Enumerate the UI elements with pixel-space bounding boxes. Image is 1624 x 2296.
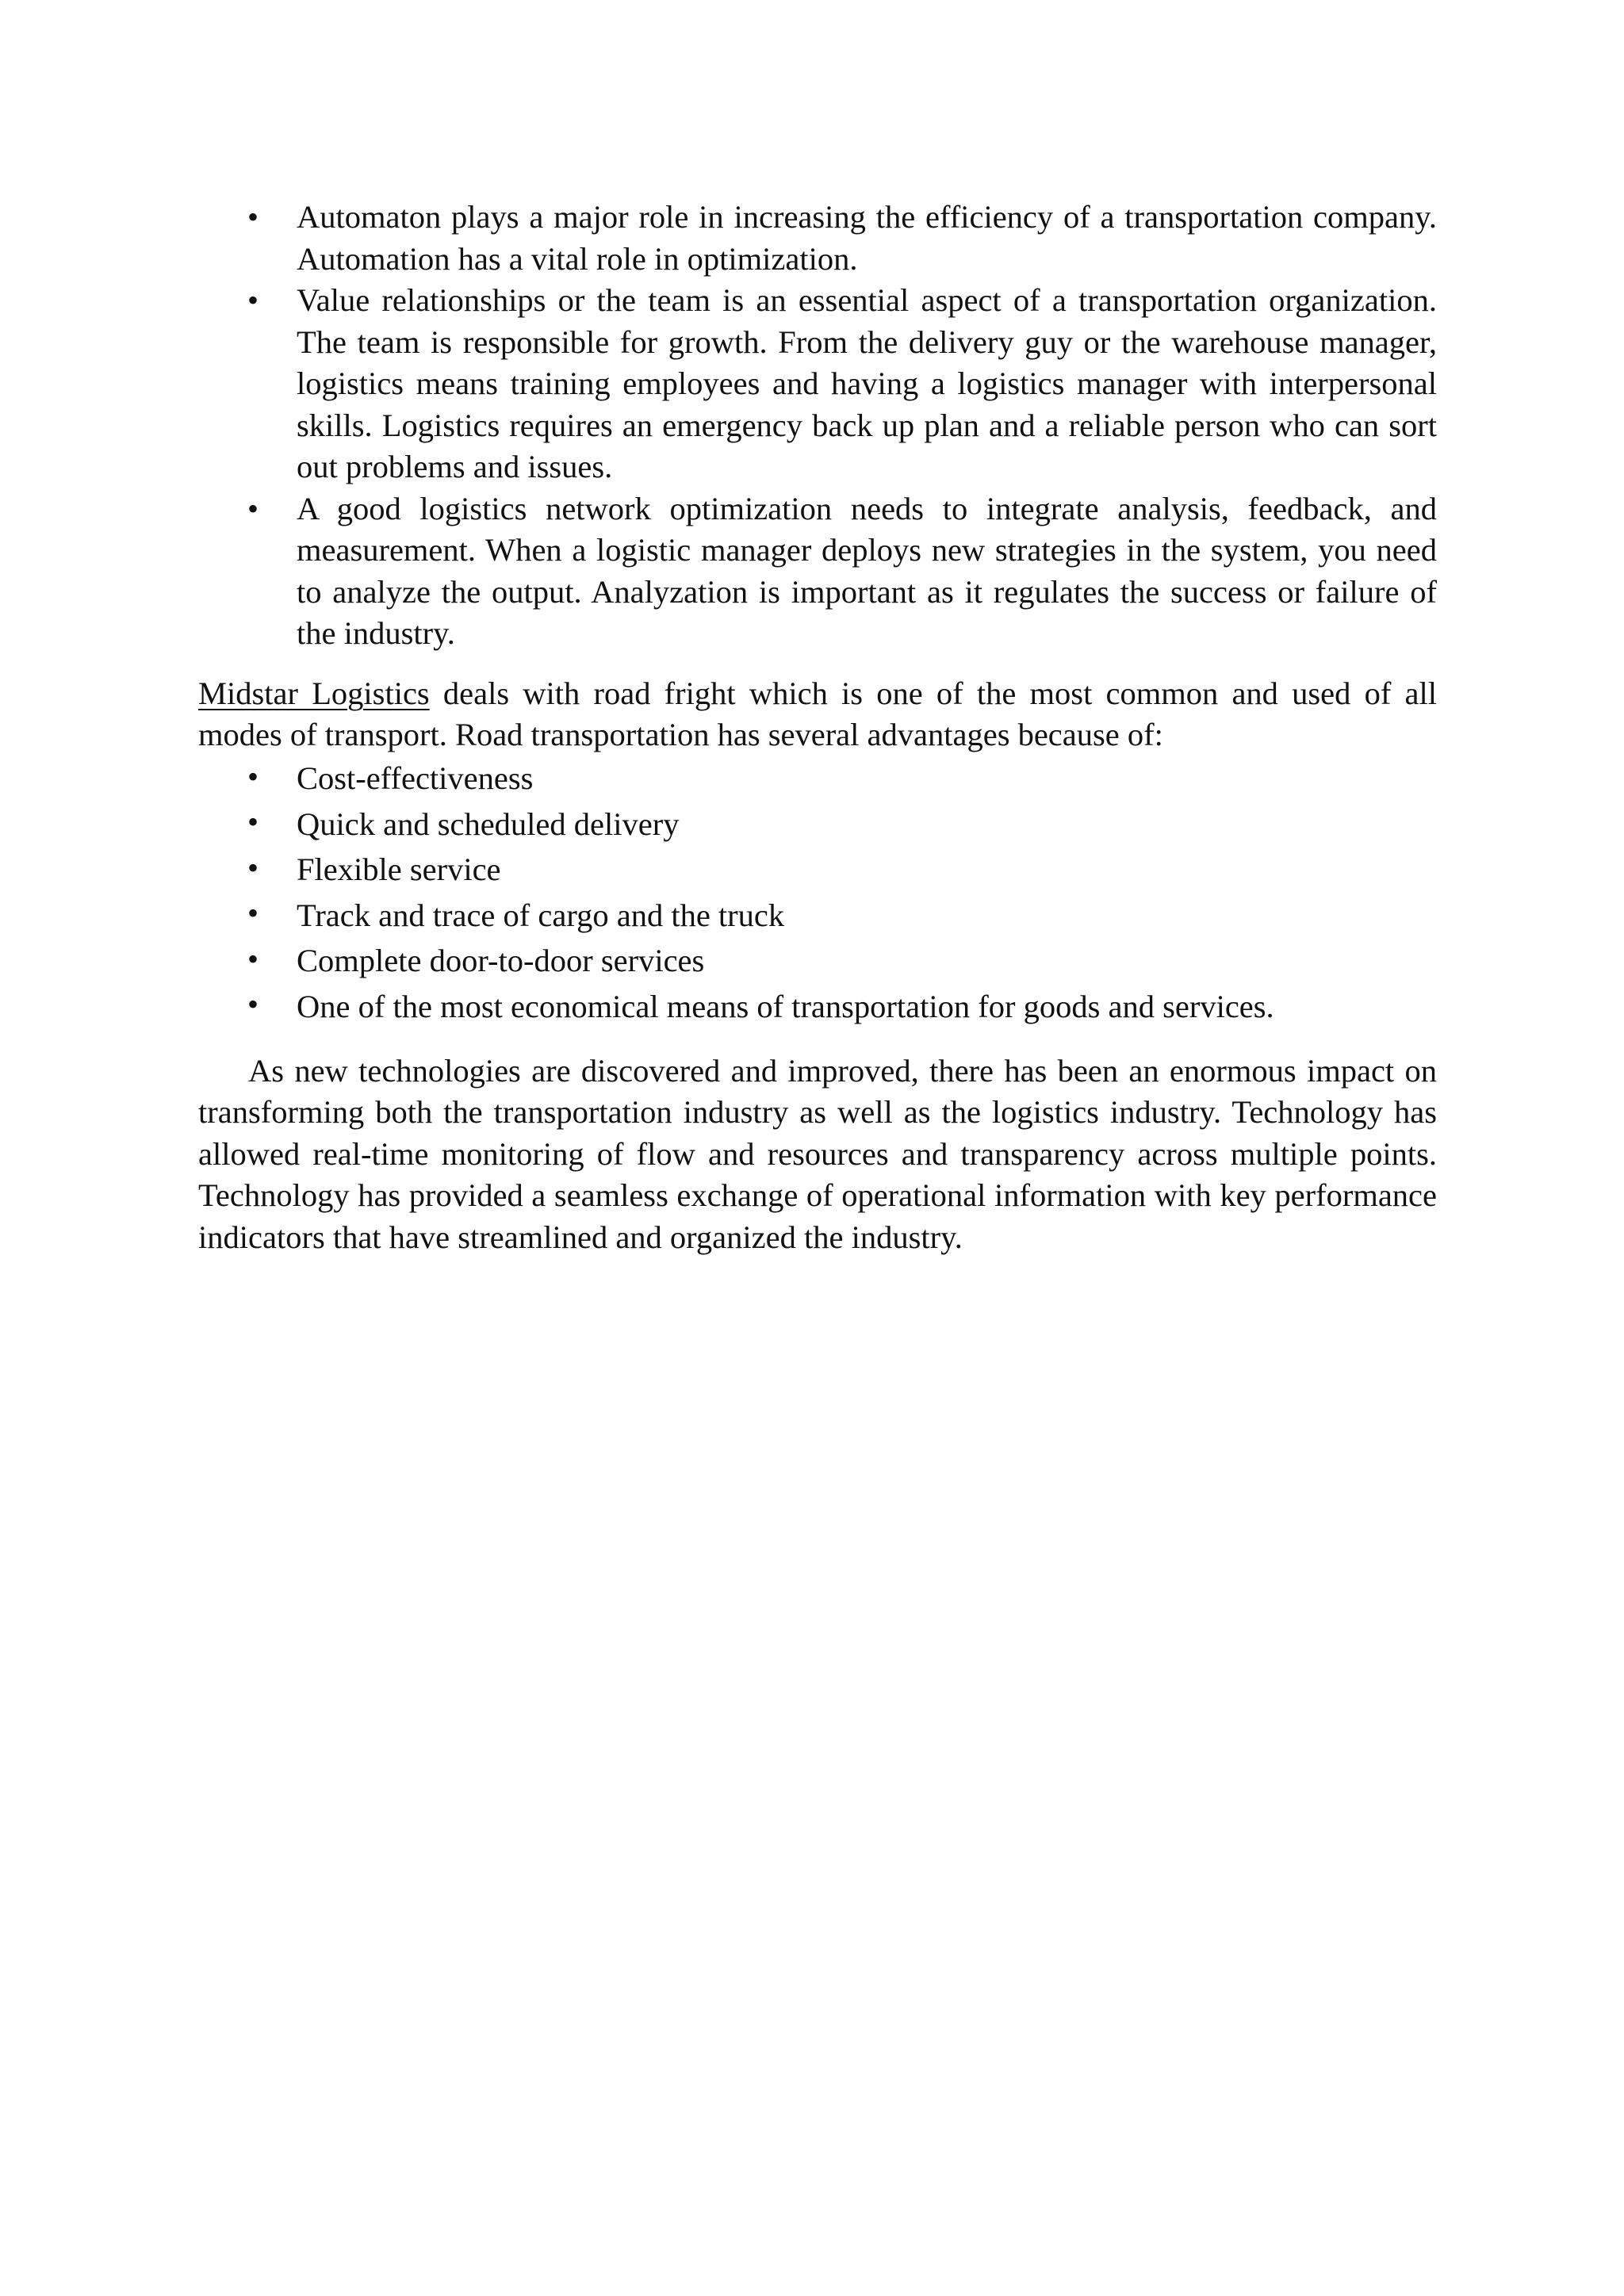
list-item-text: Complete door-to-door services xyxy=(297,943,705,978)
bullet-icon: • xyxy=(247,758,259,794)
bullet-icon: • xyxy=(247,804,259,840)
list-item-text: Quick and scheduled delivery xyxy=(297,806,680,842)
list-item xyxy=(198,939,1437,985)
bullet-icon: • xyxy=(247,940,259,977)
list-item xyxy=(198,756,1437,802)
list-item-text: Value relationships or the team is an essential aspect of a transportation organization. The team is responsible for growth. From the delivery guy or the warehouse manager, logistics means training employees and having a logistics manager with interpersonal skills. Logistics requires an emergency back up plan and a reliable person who can sort out problems and issues. xyxy=(297,282,1437,484)
bullet-icon: • xyxy=(247,490,259,526)
list-item xyxy=(198,197,1437,280)
intro-paragraph xyxy=(198,673,1437,756)
bullet-icon: • xyxy=(247,849,259,886)
bullet-icon: • xyxy=(247,986,259,1022)
list-item-text: Cost-effectiveness xyxy=(297,760,534,796)
list-item xyxy=(198,280,1437,488)
list-item-text: Track and trace of cargo and the truck xyxy=(297,897,785,933)
list-item xyxy=(198,893,1437,939)
technology-paragraph: As new technologies are discovered and improved, there has been an enormous impact on transforming both the transportation industry as well as the logistics industry. Technology has allowed real-time monitoring of flow and resources and transparency across multiple points. Technology has provided a seamless exchange of operational information with key performance indicators that have streamlined and organized the industry. xyxy=(198,1052,1437,1255)
intro-paragraph-text: deals with road fright which is one of the most common and used of all modes of transport. Road transportation has several advantages because of: xyxy=(198,675,1437,752)
bullet-icon: • xyxy=(247,199,259,235)
bullet-icon: • xyxy=(247,282,259,318)
list-item xyxy=(198,848,1437,894)
advantages-bullet-list xyxy=(198,756,1437,1030)
list-item-text: Flexible service xyxy=(297,851,501,887)
company-link[interactable]: Midstar Logistics xyxy=(198,675,430,711)
list-item-text: Automaton plays a major role in increasing the efficiency of a transportation company. Automation has a vital role in optimization. xyxy=(297,199,1437,277)
document-body xyxy=(198,197,1437,1258)
list-item-text: One of the most economical means of transportation for goods and services. xyxy=(297,988,1274,1024)
list-item-text: A good logistics network optimization needs to integrate analysis, feedback, and measurement. When a logistic manager deploys new strategies in the system, you need to analyze the output. Analyzation is important as it regulates the success or failure of the industry. xyxy=(297,490,1437,651)
list-item xyxy=(198,984,1437,1030)
top-bullet-list xyxy=(198,197,1437,655)
list-item xyxy=(198,488,1437,655)
list-item xyxy=(198,802,1437,848)
bullet-icon: • xyxy=(247,895,259,931)
